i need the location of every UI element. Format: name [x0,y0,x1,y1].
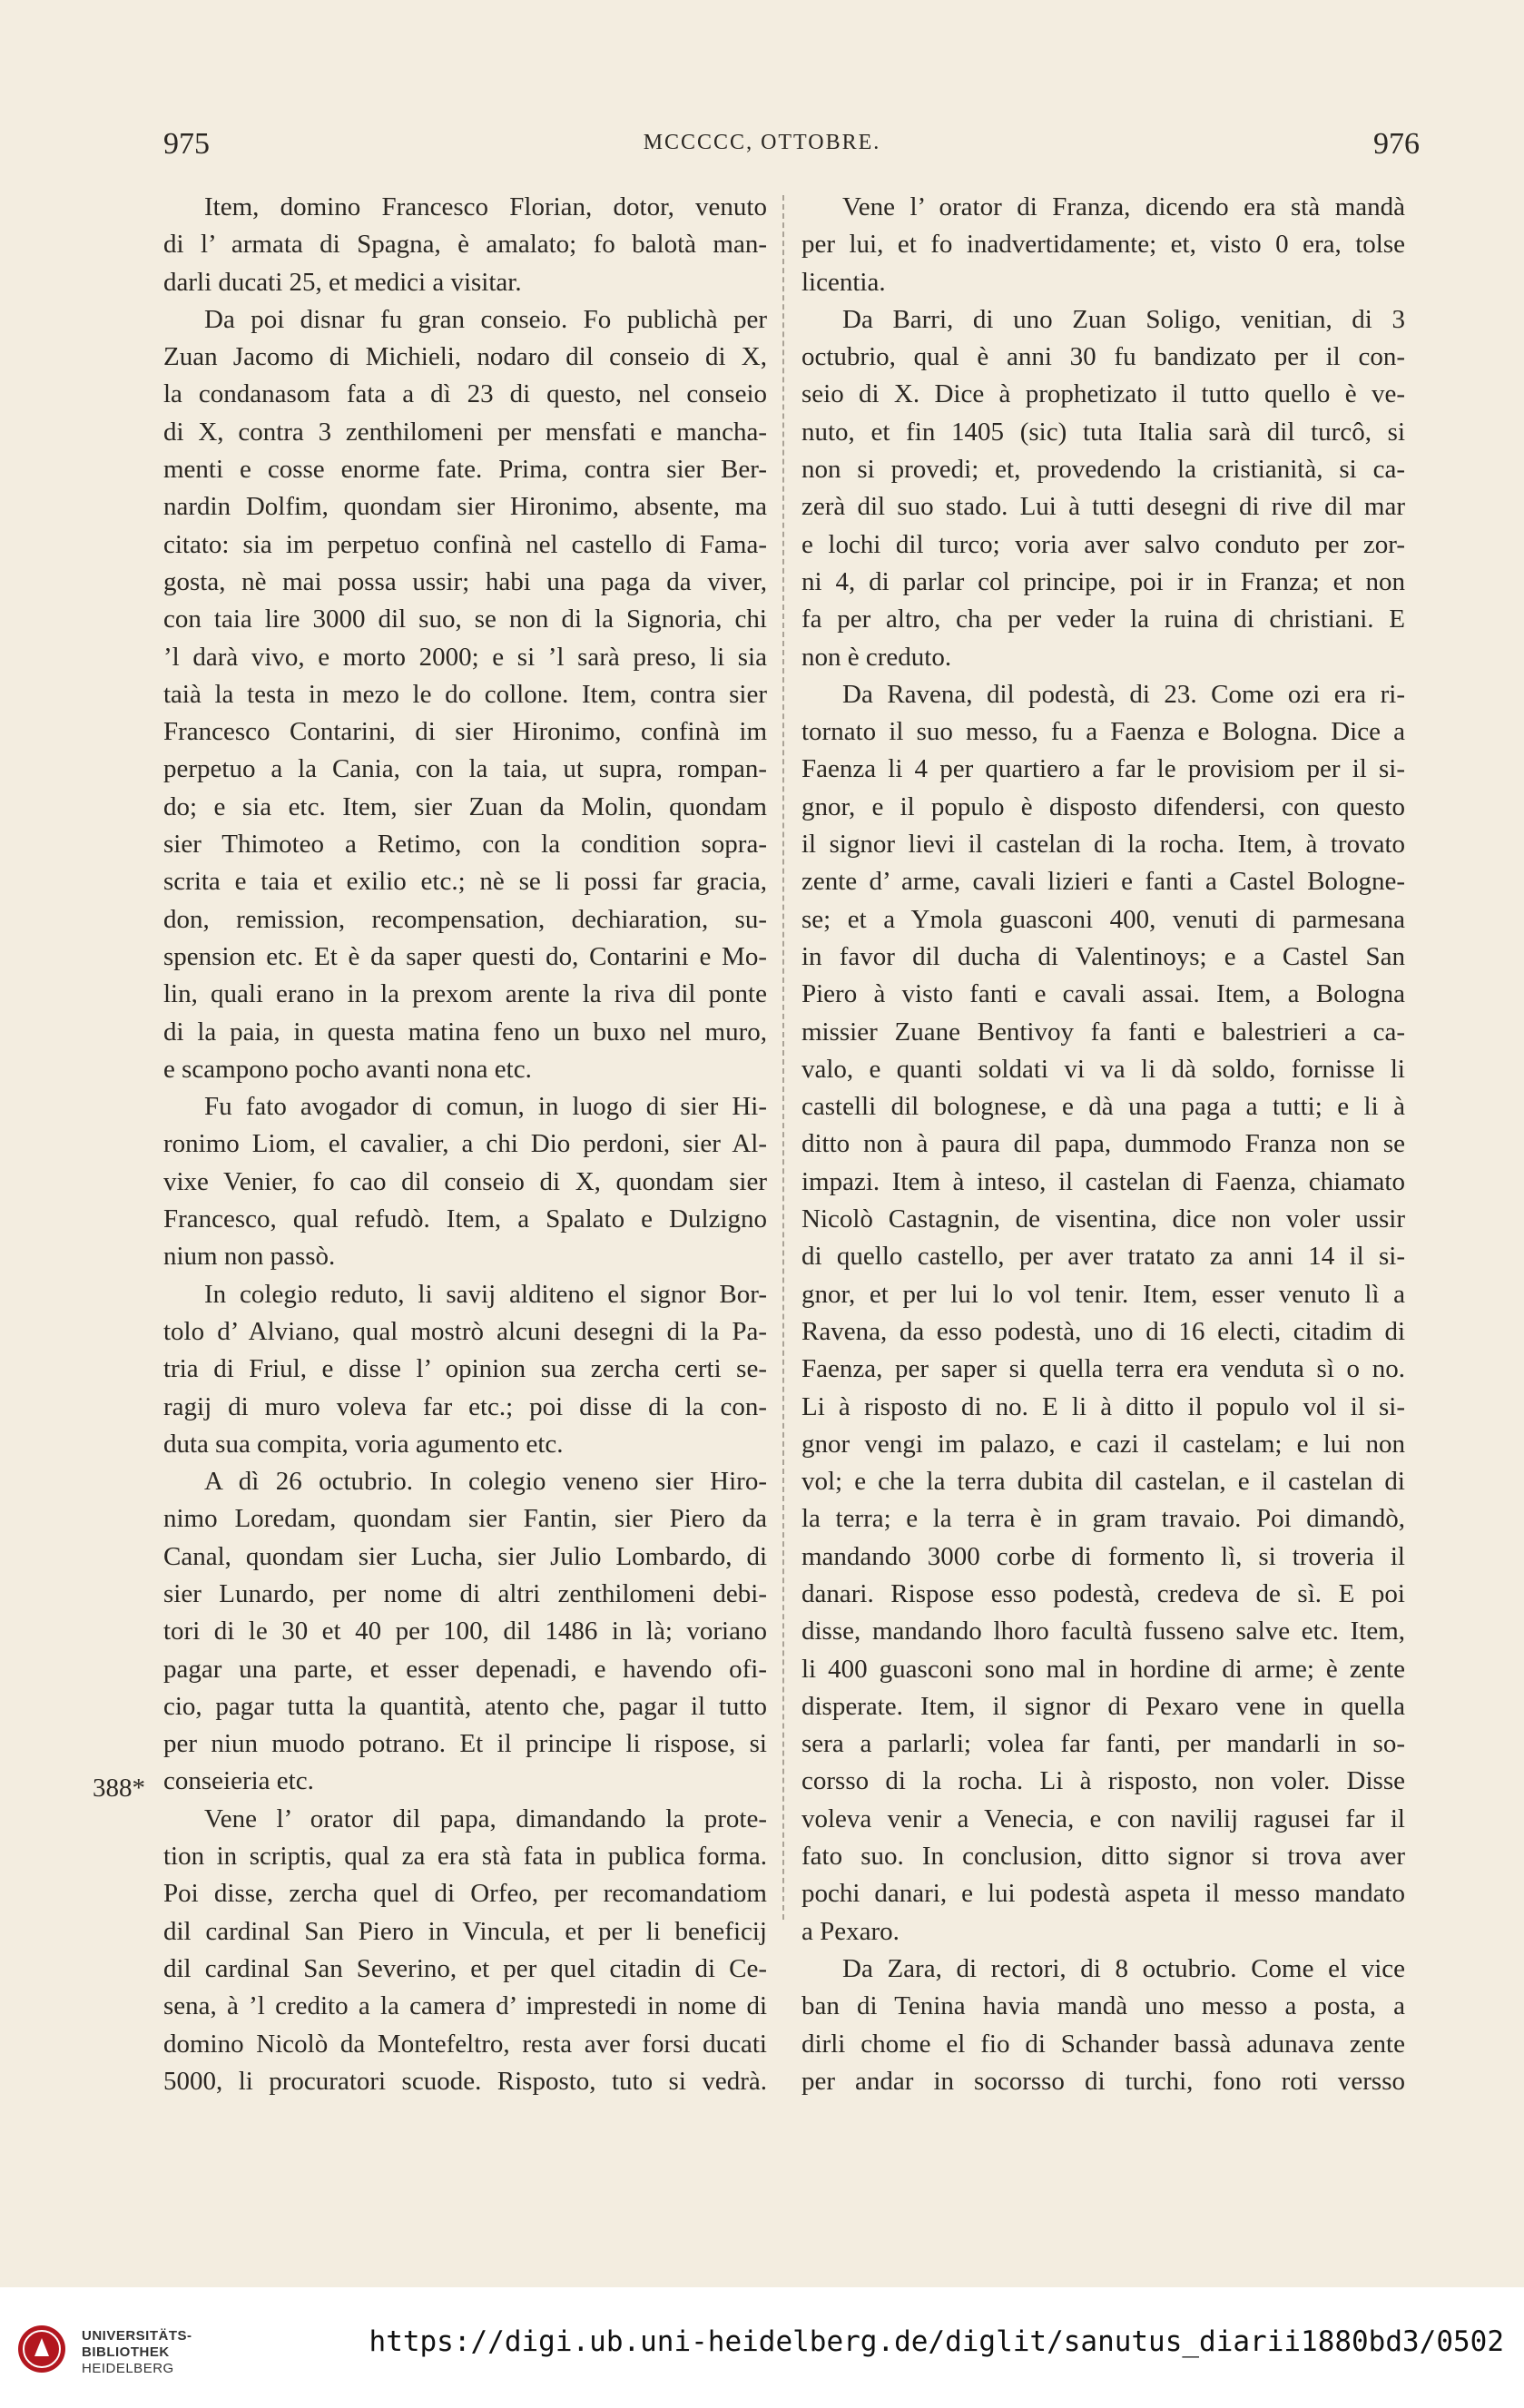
text-line: di quello castello, per aver tratato za anni 14 il si- [801,1242,1405,1272]
text-line: castelli dil bolognese, e dà una paga a tutti; e li à [801,1092,1405,1122]
text-line: missier Zuane Bentivoy fa fanti e balestrieri a ca- [801,1017,1405,1047]
right-text-column [801,189,1405,2100]
footer-bar [0,2287,1524,2408]
text-line: Francesco, qual refudò. Item, a Spalato e Dulzigno [163,1204,767,1234]
library-name [82,2328,192,2377]
text-line: taià la testa in mezo le do collone. Item, contra sier [163,679,767,709]
text-line: se; et a Ymola guasconi 400, venuti di parmesana [801,904,1405,934]
text-line: tion in scriptis, qual za era stà fata in publica forma. [163,1842,767,1872]
text-line: do; e sia etc. Item, sier Zuan da Molin, quondam [163,791,767,821]
text-line: Da poi disnar fu gran conseio. Fo publichà per [204,304,767,334]
text-line: valo, e quanti soldati vi va li dà soldo, fornisse li [801,1054,1405,1084]
text-line: voleva venir a Venecia, e con navilij ragusei far il [801,1804,1405,1833]
text-line: sier Lunardo, per nome di altri zenthilomeni debi- [163,1578,767,1608]
text-line: gosta, nè mai possa ussir; habi una paga da viver, [163,566,767,596]
page-number-left: 975 [163,127,210,161]
text-line: lin, quali erano in la prexom arente la riva dil ponte [163,979,767,1009]
running-title: MCCCCC, OTTOBRE. [643,131,881,154]
text-line: domino Nicolò da Montefeltro, resta aver forsi ducati [163,2029,767,2059]
text-line: fato suo. In conclusion, ditto signor si trova aver [801,1842,1405,1872]
text-line: la condanasom fata a dì 23 di questo, nel conseio [163,379,767,409]
text-line: la terra; e la terra è in gram travaio. Poi dimandò, [801,1504,1405,1534]
text-line: Canal, quondam sier Lucha, sier Julio Lombardo, di [163,1541,767,1571]
library-name-line: UNIVERSITÄTS- [82,2328,192,2344]
text-line: Ravena, da esso podestà, uno di 16 electi, citadim di [801,1316,1405,1346]
text-line: Piero à visto fanti e cavali assai. Item, a Bologna [801,979,1405,1009]
text-line: gnor, et per lui lo vol tenir. Item, esser venuto lì a [801,1279,1405,1309]
text-line: A dì 26 octubrio. In colegio veneno sier Hiro- [204,1467,767,1497]
text-line: nium non passò. [163,1242,336,1272]
text-line: con taia lire 3000 dil suo, se non di la Signoria, chi [163,604,767,634]
text-line: Li à risposto di no. E li à ditto il populo vol il si- [801,1391,1405,1421]
marginal-note: 388* [93,1774,145,1803]
text-line: Poi disse, zercha quel di Orfeo, per recomandatiom [163,1879,767,1909]
text-line: e lochi dil turco; voria aver salvo conduto per zor- [801,529,1405,559]
text-line: tolo d’ Alviano, qual mostrò alcuni desegni di la Pa- [163,1316,767,1346]
text-line: 5000, li procuratori scuode. Risposto, tuto si vedrà. [163,2066,767,2096]
text-line: a Pexaro. [801,1916,900,1946]
text-line: Zuan Jacomo di Michieli, nodaro dil conseio di X, [163,342,767,372]
text-line: menti e cosse enorme fate. Prima, contra sier Ber- [163,455,767,485]
text-line: disse, mandando lhoro facultà fusseno salve etc. Item, [801,1617,1405,1646]
text-line: Nicolò Castagnin, de visentina, dice non voler ussir [801,1204,1405,1234]
text-line: di l’ armata di Spagna, è amalato; fo balotà man- [163,230,767,260]
text-line: Faenza li 4 per quartiero a far le provisiom per il si- [801,754,1405,784]
text-line: impazi. Item à inteso, il castelan di Faenza, chiamato [801,1166,1405,1196]
page-header [0,127,1524,172]
text-line: per lui, et fo inadvertidamente; et, visto 0 era, tolse [801,230,1405,260]
text-line: pochi danari, e lui podestà aspeta il messo mandato [801,1879,1405,1909]
text-line: spension etc. Et è da saper questi do, Contarini e Mo- [163,941,767,971]
text-line: li 400 guasconi sono mal in hordine di arme; è zente [801,1654,1405,1684]
text-line: gnor, e il populo è disposto difendersi, con questo [801,791,1405,821]
library-name-line: HEIDELBERG [82,2361,174,2376]
library-name-line: BIBLIOTHEK [82,2344,170,2360]
text-line: ban di Tenina havia mandà uno messo a posta, a [801,1991,1405,2021]
text-line: zente d’ arme, cavali lizieri e fanti a Castel Bologne- [801,867,1405,897]
text-line: corsso di la rocha. Li à risposto, non voler. Disse [801,1766,1405,1796]
text-line: non si provedi; et, provedendo la cristianità, si ca- [801,455,1405,485]
text-line: In colegio reduto, li savij alditeno el signor Bor- [204,1279,767,1309]
university-seal-icon [16,2324,67,2374]
text-line: sera a parlarli; volea far fanti, per mandarli in so- [801,1729,1405,1759]
text-line: nuto, et fin 1405 (sic) tuta Italia sarà dil turcô, si [801,417,1405,447]
text-line: tria di Friul, e disse l’ opinion sua zercha certi se- [163,1354,767,1384]
text-line: ragij di muro voleva far etc.; poi disse di la con- [163,1391,767,1421]
text-line: disperate. Item, il signor di Pexaro vene in quella [801,1691,1405,1721]
text-line: in favor dil ducha di Valentinoys; e a Castel San [801,941,1405,971]
text-line: Fu fato avogador di comun, in luogo di sier Hi- [204,1092,767,1122]
text-line: non è creduto. [801,642,952,672]
text-line: ni 4, di parlar col principe, poi ir in Franza; et non [801,566,1405,596]
text-line: cio, pagar tutta la quantità, atento che, pagar il tutto [163,1691,767,1721]
text-line: di X, contra 3 zenthilomeni per mensfati e mancha- [163,417,767,447]
text-line: Vene l’ orator dil papa, dimandando la prote- [204,1804,767,1833]
text-line: Da Barri, di uno Zuan Soligo, venitian, di 3 [842,304,1405,334]
text-line: don, remission, recompensation, dechiaration, su- [163,904,767,934]
source-url-link[interactable]: https://digi.ub.uni-heidelberg.de/diglit/sanutus_diarii1880bd3/0502 [369,2325,1504,2358]
text-line: nimo Loredam, quondam sier Fantin, sier Piero da [163,1504,767,1534]
text-line: mandando 3000 corbe di formento lì, si troveria il [801,1541,1405,1571]
text-line: ’l darà vivo, e morto 2000; e si ’l sarà preso, li sia [163,642,767,672]
text-line: Francesco Contarini, di sier Hironimo, confinà im [163,717,767,747]
text-line: dirli chome el fio di Schander bassà adunava zente [801,2029,1405,2059]
text-line: conseieria etc. [163,1766,314,1796]
text-line: tori di le 30 et 40 per 100, dil 1486 in là; voriano [163,1617,767,1646]
text-line: perpetuo a la Cania, con la taia, ut supra, rompan- [163,754,767,784]
text-line: vixe Venier, fo cao dil conseio di X, quondam sier [163,1166,767,1196]
text-line: gnor vengi im palazo, e cazi il castelam; e lui non [801,1429,1405,1459]
text-line: fa per altro, cha per veder la ruina di christiani. E [801,604,1405,634]
text-line: Da Zara, di rectori, di 8 octubrio. Come el vice [842,1953,1405,1983]
text-line: dil cardinal San Piero in Vincula, et per li beneficij [163,1916,767,1946]
text-line: octubrio, qual è anni 30 fu bandizato per il con- [801,342,1405,372]
text-line: vol; e che la terra dubita dil castelan, e il castelan di [801,1467,1405,1497]
text-line: Vene l’ orator di Franza, dicendo era stà mandà [842,192,1405,221]
text-line: Faenza, per saper si quella terra era venduta sì o no. [801,1354,1405,1384]
text-line: duta sua compita, voria agumento etc. [163,1429,564,1459]
text-line: sier Thimoteo a Retimo, con la condition sopra- [163,830,767,860]
text-line: il signor lievi il castelan di la rocha. Item, à trovato [801,830,1405,860]
page-number-right: 976 [1373,127,1420,161]
text-line: ronimo Liom, el cavalier, a chi Dio perdoni, sier Al- [163,1129,767,1159]
text-line: Item, domino Francesco Florian, dotor, venuto [204,192,767,221]
text-line: e scampono pocho avanti nona etc. [163,1054,532,1084]
text-line: dil cardinal San Severino, et per quel citadin di Ce- [163,1953,767,1983]
text-line: seio di X. Dice à prophetizato il tutto quello è ve- [801,379,1405,409]
text-line: danari. Rispose esso podestà, credeva de sì. E poi [801,1578,1405,1608]
text-line: citato: sia im perpetuo confinà nel castello di Fama- [163,529,767,559]
text-line: Da Ravena, dil podestà, di 23. Come ozi era ri- [842,679,1405,709]
text-line: scrita e taia et exilio etc.; nè se li possi far gracia, [163,867,767,897]
text-line: di la paia, in questa matina feno un buxo nel muro, [163,1017,767,1047]
text-line: darli ducati 25, et medici a visitar. [163,267,522,297]
text-line: per niun muodo potrano. Et il principe li rispose, si [163,1729,767,1759]
text-line: pagar una parte, et esser depenadi, e havendo ofi- [163,1654,767,1684]
text-line: licentia. [801,267,886,297]
text-line: ditto non à paura dil papa, dummodo Franza non se [801,1129,1405,1159]
text-line: per andar in socorsso di turchi, fono roti versso [801,2066,1405,2096]
text-line: nardin Dolfim, quondam sier Hironimo, absente, ma [163,492,767,522]
text-line: tornato il suo messo, fu a Faenza e Bologna. Dice a [801,717,1405,747]
text-line: sena, à ’l credito a la camera d’ imprestedi in nome di [163,1991,767,2021]
text-line: zerà dil suo stado. Lui à tutti desegni di rive dil mar [801,492,1405,522]
left-text-column [163,189,767,2100]
column-divider [782,195,786,1920]
